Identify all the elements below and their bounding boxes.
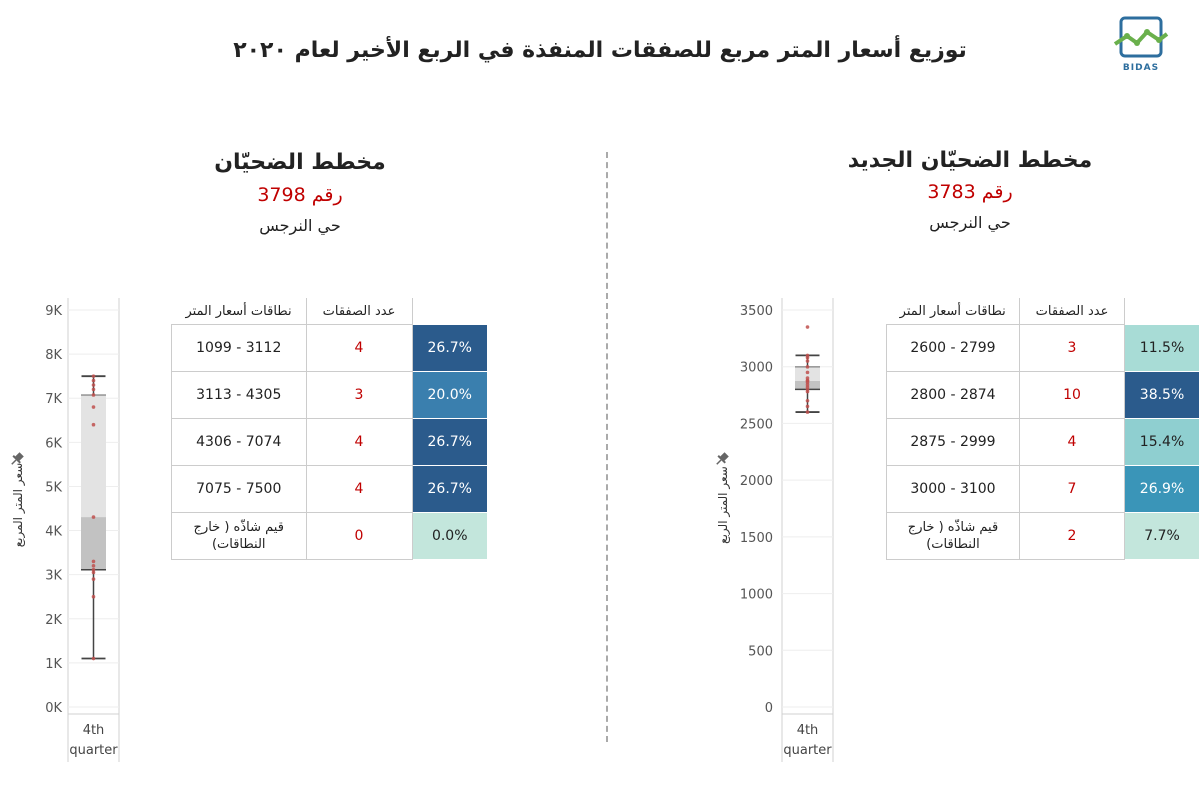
data-point [806,325,810,329]
y-tick-label: 6K [45,436,62,452]
y-tick-label: 1000 [739,587,773,603]
deal-count-cell: 4 [306,325,412,372]
data-point [806,399,810,403]
header-deal-count: عدد الصفقات [306,298,412,325]
deal-count-cell: 0 [306,513,412,560]
left-panel-title: مخطط الضحيّان [214,150,386,175]
data-point [806,365,810,369]
deal-count-cell: 3 [1019,325,1124,372]
right-district: حي النرجس [929,213,1011,232]
price-range-cell: 1099 - 3112 [172,325,307,372]
left-plan-number: رقم 3798 [257,184,343,206]
data-point [806,405,810,409]
percent-cell: 26.7% [412,325,488,372]
pin-icon [713,451,730,468]
header-deal-count: عدد الصفقات [1019,298,1124,325]
page-title: توزيع أسعار المتر مربع للصفقات المنفذة في الربع الأخير لعام ٢٠٢٠ [233,38,967,63]
logo-text: BIDAS [1122,63,1160,73]
price-range-cell: 2600 - 2799 [887,325,1020,372]
percent-cell: 26.7% [412,419,488,466]
y-axis-label: سعر المتر الربع [716,466,730,544]
left-district: حي النرجس [259,216,341,235]
box-plot-left [8,298,119,762]
data-point [806,371,810,375]
data-point [806,354,810,358]
deal-count-cell: 3 [306,372,412,419]
data-point [806,359,810,363]
percent-cell: 26.9% [1125,466,1200,513]
x-category-label: 4th [82,723,105,738]
y-tick-label: 500 [748,644,773,660]
x-category-label: 4th [796,723,819,738]
deal-count-cell: 4 [306,466,412,513]
pin-needle [717,460,721,464]
y-tick-label: 0K [45,701,62,716]
deal-count-cell: 4 [306,419,412,466]
y-tick-label: 3000 [739,360,773,376]
y-tick-label: 5K [45,480,62,496]
y-tick-label: 2500 [739,417,773,433]
data-point [92,595,96,599]
y-tick-label: 2K [45,612,62,628]
y-tick-label: 3500 [739,304,773,319]
price-range-cell: 4306 - 7074 [172,419,307,466]
data-point [92,515,96,519]
data-point [92,393,96,397]
price-range-cell: 3113 - 4305 [172,372,307,419]
box-upper [81,395,106,517]
data-point [92,560,96,564]
right-plan-number: رقم 3783 [927,181,1013,203]
percent-cell: 38.5% [1125,372,1200,419]
header-price-ranges: نطاقات أسعار المتر [172,298,307,325]
data-point [92,657,96,661]
y-tick-label: 9K [45,304,62,319]
y-tick-label: 1K [45,656,62,672]
percent-cell: 0.0% [412,513,488,560]
data-point [92,383,96,387]
data-point [806,410,810,414]
percent-cell: 15.4% [1125,419,1200,466]
y-tick-label: 2000 [739,474,773,490]
y-tick-label: 8K [45,348,62,364]
x-category-label: quarter [69,743,118,758]
y-tick-label: 1500 [739,530,773,546]
data-point [92,568,96,572]
price-range-cell: 7075 - 7500 [172,466,307,513]
percent-cell: 20.0% [412,372,488,419]
y-tick-label: 7K [45,392,62,408]
percent-cell: 11.5% [1125,325,1200,372]
price-range-cell: 2875 - 2999 [887,419,1020,466]
deal-count-cell: 2 [1019,513,1124,560]
data-point [92,564,96,568]
y-tick-label: 3K [45,568,62,584]
header-price-ranges: نطاقات أسعار المتر [887,298,1020,325]
box-plot-right [713,298,833,762]
percent-cell: 7.7% [1125,513,1200,560]
x-category-label: quarter [783,743,832,758]
data-point [92,405,96,409]
price-range-cell: قيم شاذّه ( خارج النطاقات) [172,513,307,560]
y-tick-label: 4K [45,524,62,540]
deal-count-cell: 7 [1019,466,1124,513]
y-axis-label: سعر المتر المربع [11,462,25,548]
deal-count-cell: 4 [1019,419,1124,466]
data-point [92,577,96,581]
data-point [806,376,810,380]
deal-count-cell: 10 [1019,372,1124,419]
data-point [92,423,96,427]
y-tick-label: 0 [764,701,773,716]
right-panel-title: مخطط الضحيّان الجديد [847,148,1093,173]
price-range-cell: قيم شاذّه ( خارج النطاقات) [887,513,1020,560]
price-range-cell: 2800 - 2874 [887,372,1020,419]
price-range-cell: 3000 - 3100 [887,466,1020,513]
data-point [92,374,96,378]
percent-cell: 26.7% [412,466,488,513]
data-point [92,388,96,392]
data-point [92,379,96,383]
